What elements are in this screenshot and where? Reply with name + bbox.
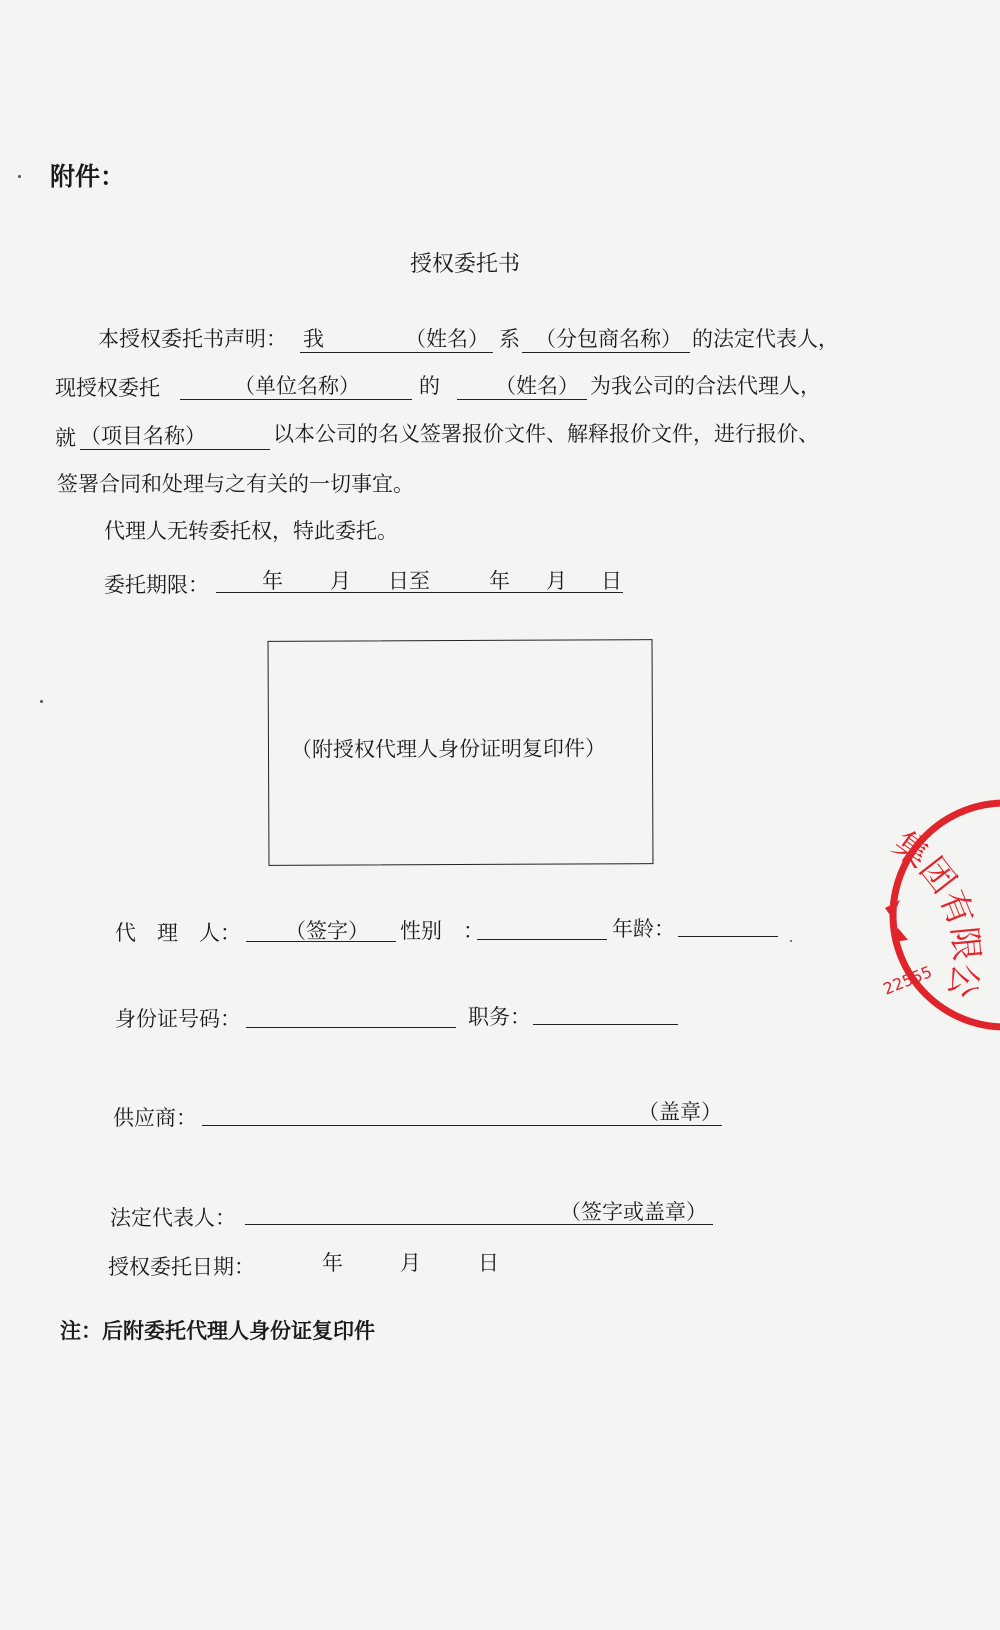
id-number-label: 身份证号码： <box>115 1007 241 1031</box>
l1-of: 系 <box>499 327 520 351</box>
position-field-line <box>533 1024 678 1025</box>
l1-name-hint: （姓名） <box>405 327 489 351</box>
legal-rep-sign-hint: （签字或盖章） <box>560 1200 707 1224</box>
period-year-1: 年 <box>262 569 283 593</box>
period-day-2: 日 <box>601 569 622 593</box>
l2-authorize: 现授权委托 <box>55 376 160 400</box>
period-day-to: 日至 <box>388 569 430 593</box>
l4-scope-cont: 签署合同和处理与之有关的一切事宜。 <box>57 472 414 496</box>
l1-legal-rep: 的法定代表人， <box>692 327 839 351</box>
project-field-line <box>80 449 270 450</box>
seal-number: 22555 <box>880 962 935 999</box>
id-number-field-line <box>246 1027 456 1028</box>
speck <box>790 940 792 942</box>
l1-declaration: 本授权委托书声明： <box>98 327 287 351</box>
speck <box>18 175 21 178</box>
supplier-label: 供应商： <box>113 1106 197 1130</box>
supplier-field-line <box>202 1125 722 1126</box>
date-year: 年 <box>322 1251 343 1275</box>
id-copy-box <box>268 639 654 866</box>
document-title: 授权委托书 <box>410 252 521 277</box>
l1-subcontractor-hint: （分包商名称） <box>535 327 682 351</box>
l2-of: 的 <box>419 374 440 398</box>
speck <box>40 700 43 703</box>
agent-label: 代 理 人： <box>115 921 241 945</box>
l2-legal-agent: 为我公司的合法代理人， <box>590 374 821 398</box>
l2-name-hint: （姓名） <box>495 374 579 398</box>
l2-unit-hint: （单位名称） <box>234 374 360 398</box>
legal-rep-label: 法定代表人： <box>110 1206 236 1230</box>
note: 注：后附委托代理人身份证复印件 <box>60 1319 375 1343</box>
attachment-label: 附件： <box>50 162 126 191</box>
position-label: 职务： <box>468 1005 531 1029</box>
agent-sign-hint: （签字） <box>285 919 369 943</box>
gender-label: 性别 ： <box>400 919 484 943</box>
company-seal <box>863 759 1000 1030</box>
subcontractor-field-line <box>522 352 690 353</box>
l1-i: 我 <box>303 327 324 351</box>
l3-scope: 以本公司的名义签署报价文件、解释报价文件，进行报价、 <box>273 422 819 446</box>
date-day: 日 <box>478 1251 499 1275</box>
unit-field-line <box>180 399 412 400</box>
date-month: 月 <box>400 1251 421 1275</box>
gender-field-line <box>477 939 607 940</box>
name-field-line <box>300 352 493 353</box>
authorization-date-label: 授权委托日期： <box>108 1255 255 1279</box>
id-copy-box-text: （附授权代理人身份证明复印件） <box>290 736 607 762</box>
l5-no-sub-delegation: 代理人无转委托权，特此委托。 <box>104 519 398 543</box>
supplier-stamp-hint: （盖章） <box>638 1100 722 1124</box>
age-field-line <box>678 936 778 937</box>
age-label: 年龄： <box>612 917 675 941</box>
l3-regarding: 就 <box>55 426 76 450</box>
l3-project-hint: （项目名称） <box>80 424 206 448</box>
agent-name-field-line <box>457 399 587 400</box>
period-year-2: 年 <box>489 569 510 593</box>
period-label: 委托期限： <box>104 573 209 597</box>
seal-text: 集团有限公司 <box>863 759 987 1002</box>
period-month-2: 月 <box>546 569 567 593</box>
period-month-1: 月 <box>330 569 351 593</box>
